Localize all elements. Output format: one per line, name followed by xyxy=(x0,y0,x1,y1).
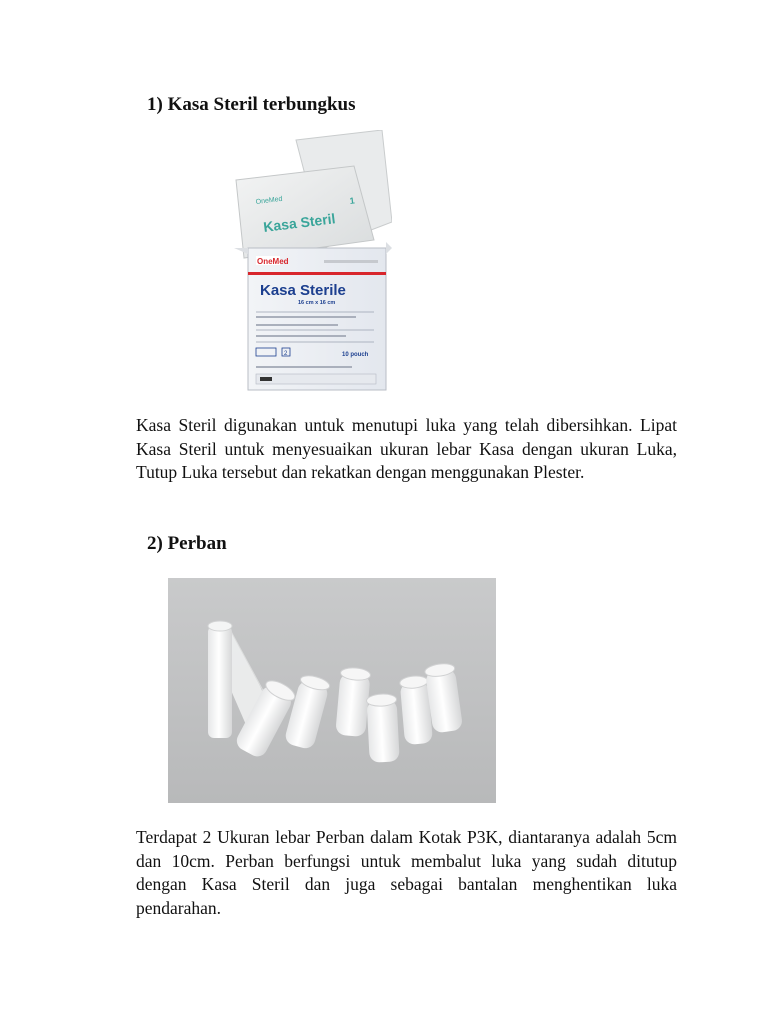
section-2-paragraph: Terdapat 2 Ukuran lebar Perban dalam Kotak P3K, diantaranya adalah 5cm dan 10cm. Perban berfungsi untuk membalut luka yang sudah ditutup dengan Kasa Steril dan juga sebagai bantalan menghentikan luka pendarahan. xyxy=(136,827,677,918)
box-size-text: 16 cm x 16 cm xyxy=(298,300,336,306)
standing-bandage-roll xyxy=(208,621,232,738)
kasa-steril-box-image xyxy=(234,130,392,392)
bandage-rolls-image xyxy=(168,578,496,803)
box-brand-text: OneMed xyxy=(257,257,289,266)
pouch-title-text: Kasa Steril xyxy=(262,210,337,235)
pouch-number-text: 1 xyxy=(349,195,356,206)
pouch-brand-text: OneMed xyxy=(255,195,283,206)
box-badge-text: 2 xyxy=(284,351,288,357)
section-1-heading: 1) Kasa Steril terbungkus xyxy=(147,94,356,115)
section-2-heading: 2) Perban xyxy=(147,533,227,554)
section-1-paragraph: Kasa Steril digunakan untuk menutupi luka yang telah dibersihkan. Lipat Kasa Steril untuk menyesuaikan ukuran lebar Kasa dengan ukuran Luka, Tutup Luka tersebut dan rekatkan dengan menggunakan Plester. xyxy=(136,415,677,482)
box-count-text: 10 pouch xyxy=(342,352,369,358)
box-title-text: Kasa Sterile xyxy=(260,282,346,299)
